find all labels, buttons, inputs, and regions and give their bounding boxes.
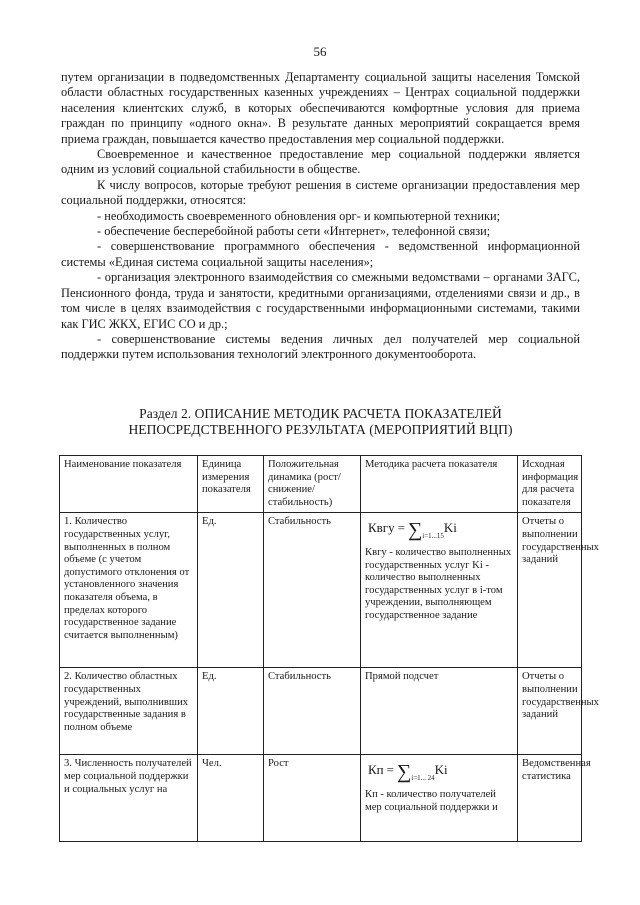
indicator-name: 1. Количество государственных услуг, выполненных в полном объеме (с учетом допустимого отклонения от установленного значения показателя объема, в пределах которого государственное задание считается выполненным) — [60, 513, 198, 668]
paragraph: К числу вопросов, которые требуют решения в системе организации предоставления мер социальной поддержки, относятся: — [61, 177, 580, 208]
formula-subscript: i=1...15 — [422, 532, 444, 541]
column-header: Методика расчета показателя — [361, 456, 518, 513]
table-row — [60, 668, 582, 755]
indicator-dynamics: Стабильность — [264, 668, 361, 755]
indicator-dynamics: Рост — [264, 755, 361, 842]
method-description: Прямой подсчет — [361, 668, 518, 755]
list-item: - обеспечение бесперебойной работы сети «Интернет», телефонной связи; — [97, 224, 491, 239]
indicator-unit: Ед. — [198, 668, 264, 755]
indicator-source: Отчеты о выполнении государственных заданий — [518, 668, 582, 755]
column-header: Наименование показателя — [60, 456, 198, 513]
column-header: Исходная информация для расчета показателя — [518, 456, 582, 513]
indicator-source: Ведомственная статистика — [518, 755, 582, 842]
body-text — [61, 70, 580, 363]
table-header-row — [60, 456, 582, 513]
table-row — [60, 513, 582, 668]
paragraph: путем организации в подведомственных Департаменту социальной защиты населения Томской области областных государственных казенных учреждениях – Центрах социальной поддержки населения клиентских служб, в которых обеспечиваются комфортные условия для приема граждан по принципу «одного окна». В результате данных мероприятий сокращается время приема граждан, повышается качество предоставления мер социальной поддержки. — [61, 70, 580, 146]
paragraph: Своевременное и качественное предоставление мер социальной поддержки является одним из условий социальной стабильности в обществе. — [61, 147, 580, 177]
indicator-unit: Чел. — [198, 755, 264, 842]
indicator-method — [361, 513, 518, 668]
formula — [368, 761, 513, 785]
page-number: 56 — [313, 44, 327, 59]
formula-lhs: Кп — [368, 762, 384, 778]
column-header: Положительная динамика (рост/снижение/стабильность) — [264, 456, 361, 513]
list-item: - необходимость своевременного обновления орг- и компьютерной техники; — [97, 208, 501, 223]
indicator-source: Отчеты о выполнении государственных заданий — [518, 513, 582, 668]
indicator-name: 2. Количество областных государственных учреждений, выполнивших государственные задания в полном объеме — [60, 668, 198, 755]
sum-symbol: ∑ — [408, 519, 423, 542]
section-title — [61, 406, 580, 438]
column-header: Единица измерения показателя — [198, 456, 264, 513]
formula-variable: Ki — [443, 520, 457, 536]
indicators-table — [59, 455, 599, 842]
sum-symbol: ∑ — [396, 761, 412, 784]
section-title-line: НЕПОСРЕДСТВЕННОГО РЕЗУЛЬТАТА (МЕРОПРИЯТИЙ ВЦП) — [128, 422, 513, 437]
indicator-unit: Ед. — [198, 513, 264, 668]
formula-equals: = — [397, 520, 405, 536]
list-item: - совершенствование системы ведения личных дел получателей мер социальной поддержки путем использования технологий электронного документооборота. — [61, 331, 580, 362]
formula — [368, 519, 513, 543]
indicator-method — [361, 755, 518, 842]
formula-lhs: Квгу — [368, 520, 395, 536]
section-title-line: Раздел 2. ОПИСАНИЕ МЕТОДИК РАСЧЕТА ПОКАЗАТЕЛЕЙ — [139, 406, 502, 421]
formula-subscript: i=1... 24 — [411, 774, 435, 783]
method-description: Кп - количество получателей мер социальной поддержки и — [365, 788, 498, 813]
formula-equals: = — [386, 762, 394, 778]
indicator-dynamics: Стабильность — [264, 513, 361, 668]
list-item: - организация электронного взаимодействия со смежными ведомствами – органами ЗАГС, Пенсионного фонда, труда и занятости, кредитными организациями, отделениями связи и др., в том числе в целях взаимодействия с государственными информационными системами, такими как ГИС ЖКХ, ЕГИС СО и др.; — [61, 270, 580, 331]
list-item: - совершенствование программного обеспечения - ведомственной информационной системы «Единая система социальной защиты населения»; — [61, 239, 580, 269]
indicator-name: 3. Численность получателей мер социальной поддержки и социальных услуг на — [60, 755, 198, 842]
table-row — [60, 755, 582, 842]
method-description: Квгу - количество выполненных государственных услуг Ki - количество выполненных государственных услуг в i-том учреждении, выполняющем государственное задание — [365, 546, 512, 621]
formula-variable: Ki — [434, 762, 448, 778]
